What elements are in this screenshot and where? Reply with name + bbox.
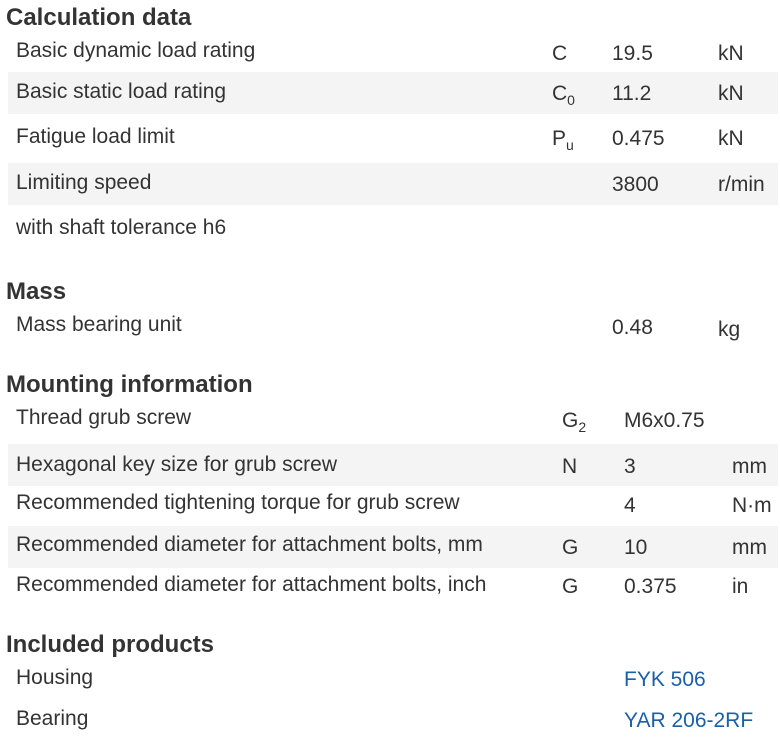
row-label: Hexagonal key size for grub screw <box>16 453 337 476</box>
row-value: 0.48 <box>612 316 653 339</box>
row-label: Recommended diameter for attachment bolts, mm <box>16 533 483 556</box>
housing-product-link[interactable]: FYK 506 <box>624 668 706 691</box>
row-label: Basic static load rating <box>16 80 227 103</box>
row-label: Mass bearing unit <box>16 313 182 336</box>
row-label: Recommended diameter for attachment bolts, inch <box>16 573 487 596</box>
row-symbol: G <box>562 575 579 598</box>
mounting-information-heading: Mounting information <box>6 371 253 398</box>
row-value: 11.2 <box>612 82 652 105</box>
table-row <box>8 400 546 440</box>
table-row <box>8 444 778 486</box>
row-unit: mm <box>732 455 767 478</box>
row-unit: in <box>732 575 749 598</box>
row-unit: kg <box>718 318 741 341</box>
table-row <box>8 526 778 568</box>
row-value: 4 <box>624 494 636 517</box>
row-value: 0.375 <box>624 575 677 598</box>
row-label: Thread grub screw <box>16 406 192 429</box>
table-row <box>8 568 546 608</box>
row-value: 19.5 <box>612 42 653 65</box>
table-row <box>8 32 546 72</box>
table-row <box>8 72 778 114</box>
row-value: 10 <box>624 536 648 559</box>
calculation-data-heading: Calculation data <box>6 4 192 31</box>
row-label: Housing <box>16 666 94 689</box>
row-symbol: $P_u$ <box>552 127 574 153</box>
row-unit: kN <box>718 127 744 150</box>
row-label: Recommended tightening torque for grub screw <box>16 491 460 514</box>
table-row <box>8 163 778 205</box>
row-label: Fatigue load limit <box>16 125 175 148</box>
bearing-product-link[interactable]: YAR 206-2RF <box>624 709 754 732</box>
row-symbol: G <box>562 536 579 559</box>
table-row <box>8 486 546 526</box>
row-unit: mm <box>732 536 767 559</box>
row-symbol: $G_2$ <box>562 409 587 435</box>
included-products-heading: Included products <box>6 631 215 658</box>
row-value: 0.475 <box>612 127 665 150</box>
row-value: 3800 <box>612 173 659 196</box>
row-label: Basic dynamic load rating <box>16 39 256 62</box>
mass-heading: Mass <box>6 278 67 305</box>
row-unit: r/min <box>718 173 765 196</box>
row-symbol: N <box>562 455 578 478</box>
row-symbol: $C_0$ <box>552 82 575 108</box>
row-value: M6x0.75 <box>624 409 705 432</box>
shaft-tolerance-note: with shaft tolerance h6 <box>16 216 227 239</box>
row-label: Bearing <box>16 707 89 730</box>
row-unit: kN <box>718 82 744 105</box>
row-symbol: C <box>552 42 568 65</box>
table-row <box>8 116 546 160</box>
row-unit: kN <box>718 42 744 65</box>
row-value: 3 <box>624 455 636 478</box>
row-unit: N·m <box>732 494 772 517</box>
row-label: Limiting speed <box>16 171 152 194</box>
